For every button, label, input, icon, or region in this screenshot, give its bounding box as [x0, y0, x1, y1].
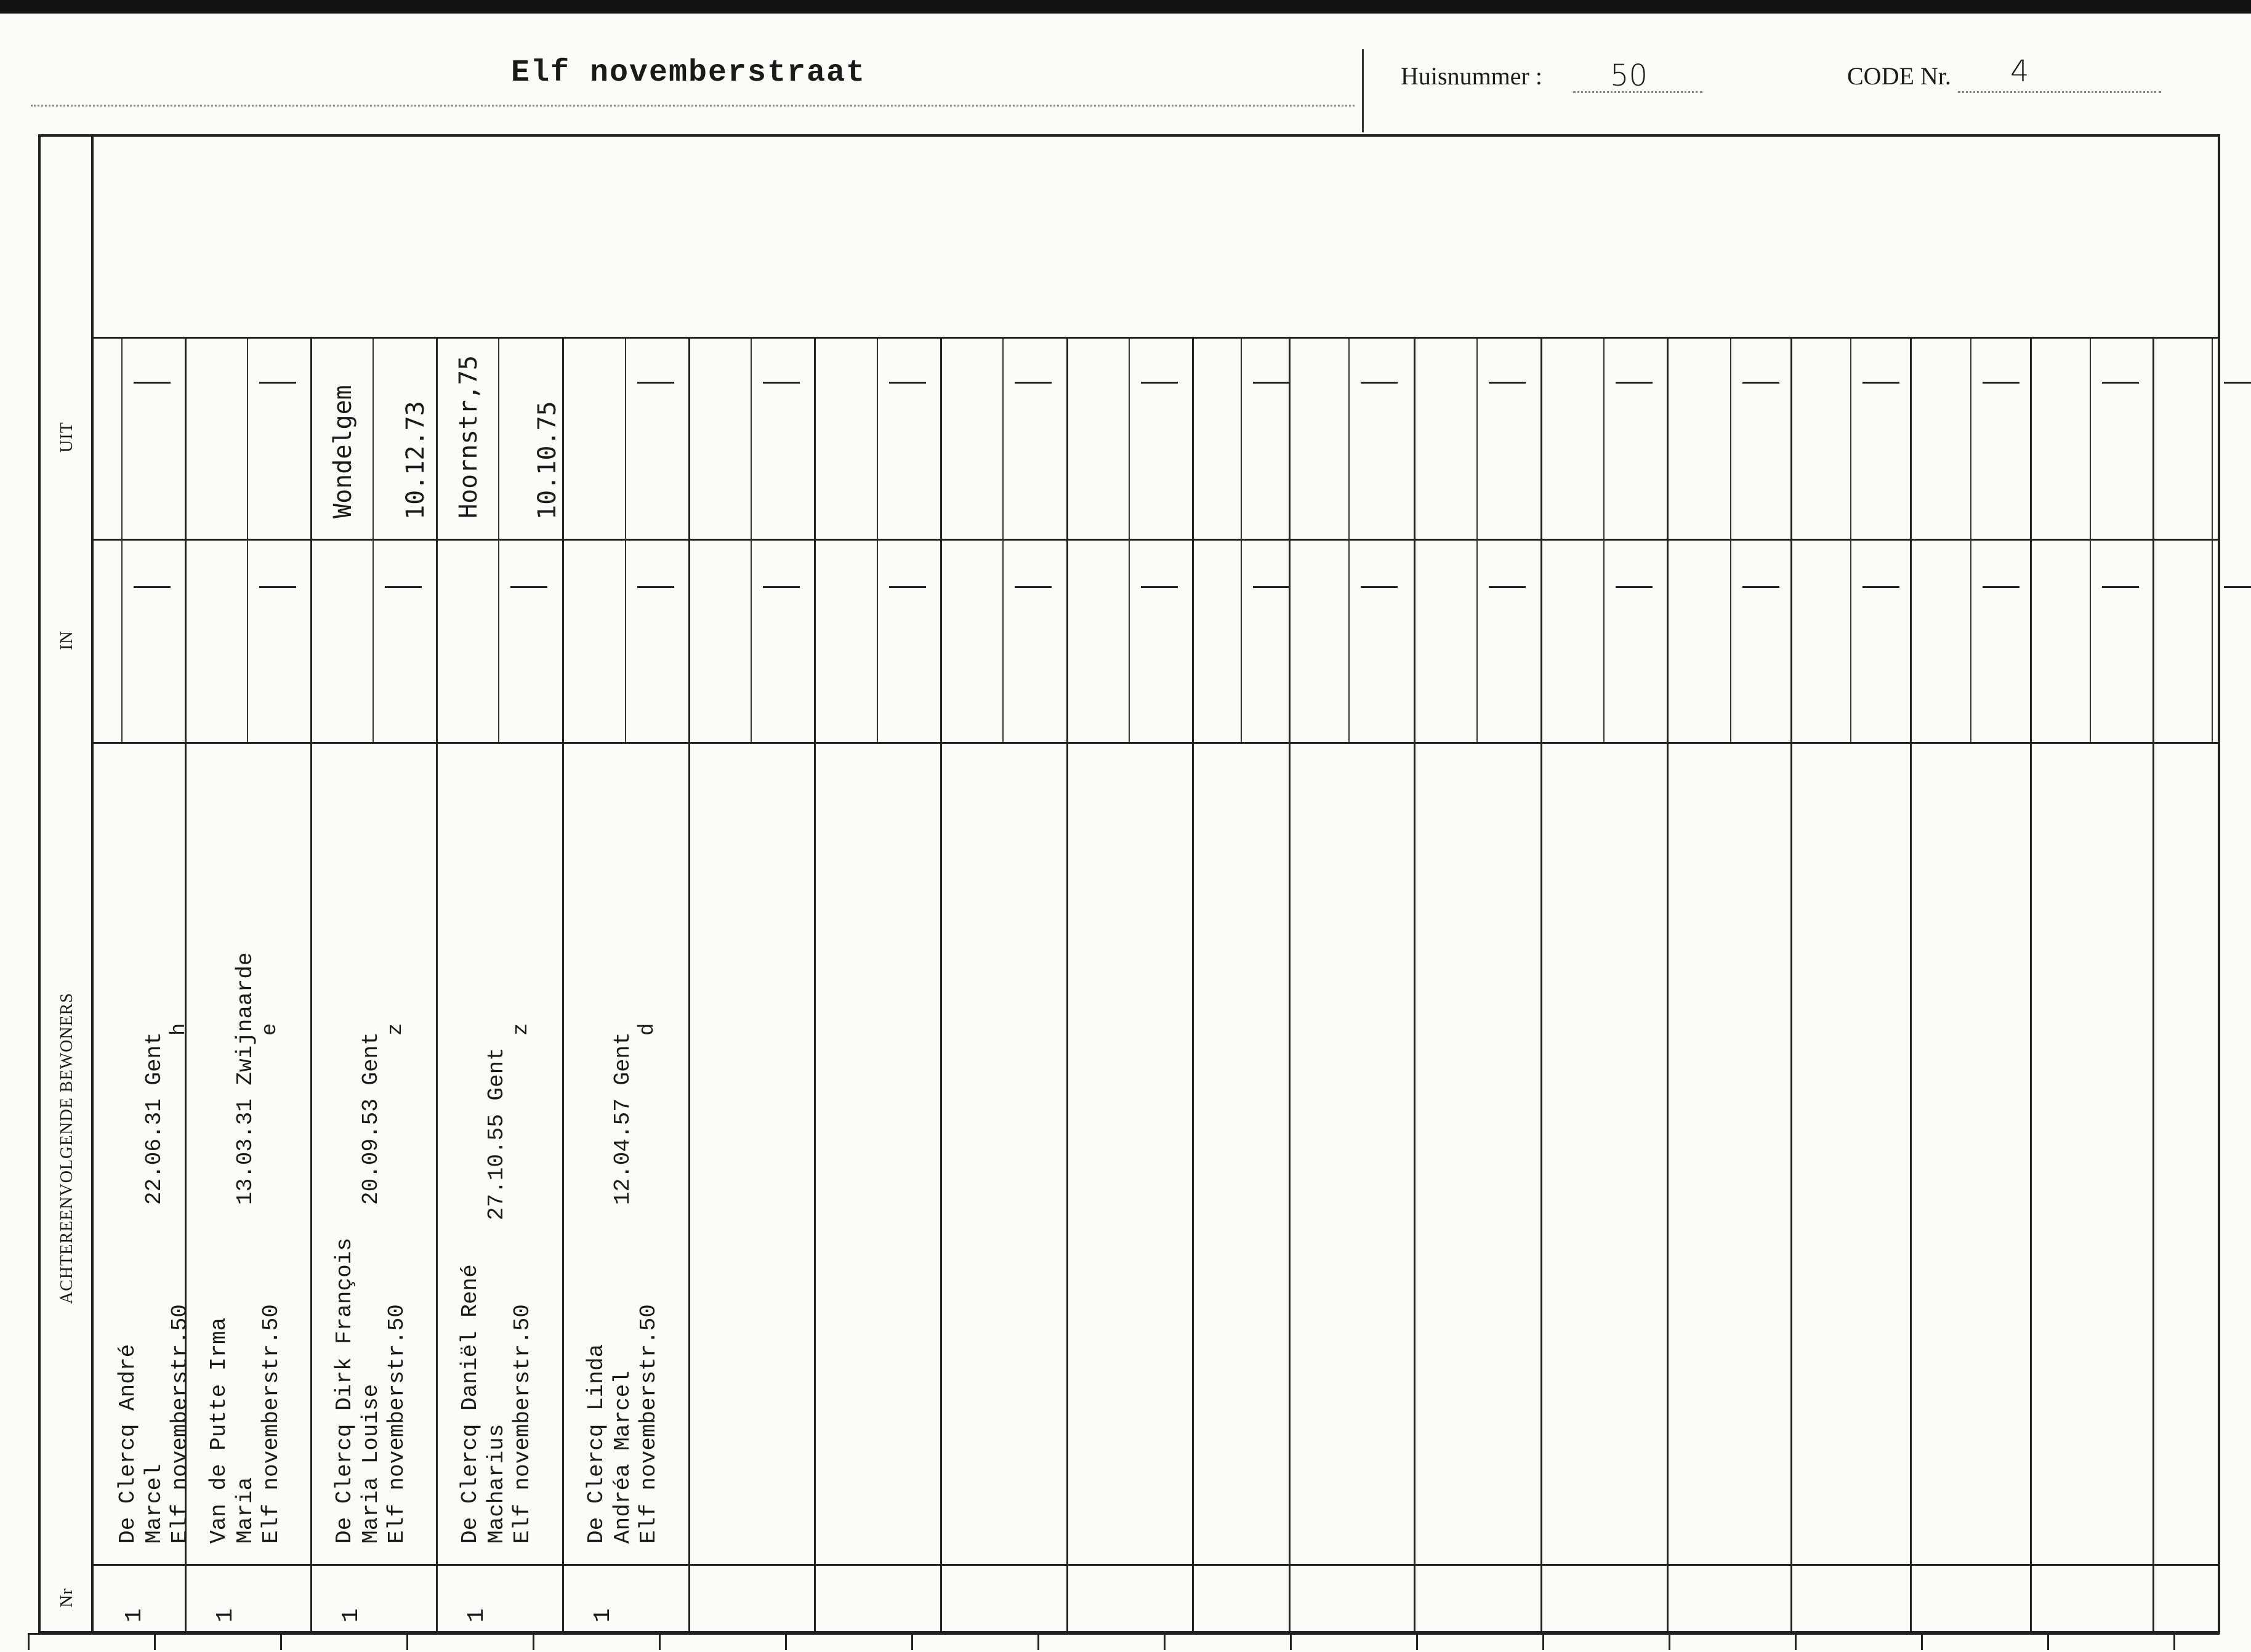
- row-divider-uit: [94, 337, 2220, 339]
- resident-name: De Clercq André: [115, 1344, 140, 1544]
- bottom-tick-marks: [28, 1634, 2220, 1652]
- uit-empty-dash: [259, 382, 296, 384]
- sub-column-divider: [372, 339, 374, 742]
- bottom-tick: [1037, 1634, 1039, 1650]
- column-divider: [1667, 337, 1669, 1631]
- in-row-label: IN: [57, 631, 76, 650]
- house-number-value: 50: [1610, 58, 1648, 93]
- in-empty-dash: [763, 586, 800, 588]
- in-empty-dash: [2102, 586, 2139, 588]
- bottom-tick: [28, 1634, 30, 1650]
- in-empty-dash: [1616, 586, 1653, 588]
- in-empty-dash: [385, 586, 422, 588]
- sub-column-divider: [1970, 339, 1971, 742]
- sub-column-divider: [1241, 339, 1242, 742]
- in-empty-dash: [510, 586, 547, 588]
- resident-address: Elf novemberstr.50: [259, 1304, 284, 1544]
- column-divider: [1910, 337, 1912, 1631]
- column-divider: [688, 337, 690, 1631]
- column-divider: [1066, 337, 1068, 1631]
- sub-column-divider: [498, 339, 499, 742]
- resident-address: Elf novemberstr.50: [636, 1304, 661, 1544]
- resident-nr: 1: [464, 1608, 490, 1622]
- column-divider: [1289, 337, 1291, 1631]
- resident-name: Van de Putte Irma: [206, 1317, 232, 1544]
- bottom-tick: [406, 1634, 408, 1650]
- uit-empty-dash: [1742, 382, 1779, 384]
- uit-empty-dash: [1862, 382, 1899, 384]
- resident-first-names: Marcel: [142, 1464, 167, 1544]
- uit-empty-dash: [1983, 382, 2019, 384]
- sub-column-divider: [247, 339, 248, 742]
- bottom-tick: [1542, 1634, 1544, 1650]
- resident-status-code: z: [510, 1023, 533, 1036]
- column-divider: [1414, 337, 1415, 1631]
- row-divider-nr: [94, 1564, 2220, 1566]
- house-number-dotted-line: [1573, 91, 1702, 93]
- resident-address: Elf novemberstr.50: [167, 1304, 193, 1544]
- bottom-tick: [1795, 1634, 1797, 1650]
- resident-name: De Clercq Daniël René: [457, 1264, 483, 1544]
- bottom-tick: [1921, 1634, 1923, 1650]
- uit-empty-dash: [2102, 382, 2139, 384]
- bottom-tick: [280, 1634, 282, 1650]
- resident-address: Elf novemberstr.50: [384, 1304, 409, 1544]
- column-divider: [940, 337, 942, 1631]
- uit-empty-dash: [134, 382, 171, 384]
- scan-top-edge: [0, 0, 2251, 14]
- code-number-dotted-line: [1958, 91, 2161, 93]
- in-empty-dash: [259, 586, 296, 588]
- sub-column-divider: [1850, 339, 1851, 742]
- sub-column-divider: [1002, 339, 1004, 742]
- in-empty-dash: [134, 586, 171, 588]
- bottom-tick: [785, 1634, 787, 1650]
- uit-destination: Hoornstr,75: [454, 355, 483, 518]
- code-number-label: CODE Nr.: [1847, 62, 1951, 90]
- resident-first-names: Andréa Marcel: [610, 1371, 635, 1544]
- resident-status-code: e: [259, 1023, 282, 1036]
- in-empty-dash: [1862, 586, 1899, 588]
- column-divider: [2152, 337, 2154, 1631]
- bottom-tick: [911, 1634, 913, 1650]
- sub-column-divider: [751, 339, 752, 742]
- uit-empty-dash: [1616, 382, 1653, 384]
- resident-address: Elf novemberstr.50: [510, 1304, 535, 1544]
- resident-first-names: Macharius: [484, 1424, 509, 1544]
- bottom-tick: [1164, 1634, 1166, 1650]
- resident-nr: 1: [212, 1608, 239, 1622]
- bottom-tick: [1290, 1634, 1292, 1650]
- uit-row-label: UIT: [57, 421, 76, 453]
- bottom-tick: [2173, 1634, 2175, 1650]
- residents-register-form: [38, 134, 2220, 1634]
- in-empty-dash: [1489, 586, 1526, 588]
- column-divider: [814, 337, 816, 1631]
- column-divider: [2030, 337, 2032, 1631]
- uit-empty-dash: [889, 382, 926, 384]
- nr-row-label: Nr: [57, 1588, 76, 1608]
- sub-column-divider: [625, 339, 626, 742]
- resident-birth: 20.09.53 Gent: [358, 1032, 384, 1205]
- resident-status-code: d: [636, 1023, 659, 1036]
- resident-first-names: Maria Louise: [358, 1384, 384, 1544]
- uit-empty-dash: [763, 382, 800, 384]
- uit-date: 10.12.73: [401, 401, 430, 520]
- bottom-tick: [659, 1634, 661, 1650]
- sub-column-divider: [1476, 339, 1478, 742]
- bottom-tick: [1669, 1634, 1670, 1650]
- uit-destination: Wondelgem: [329, 385, 357, 518]
- resident-birth: 22.06.31 Gent: [142, 1032, 167, 1205]
- uit-date: 10.10.75: [533, 401, 562, 520]
- uit-empty-dash: [1141, 382, 1178, 384]
- column-divider: [310, 337, 312, 1631]
- code-number-value: 4: [2010, 54, 2029, 89]
- street-field: [31, 55, 1355, 107]
- sub-column-divider: [1348, 339, 1350, 742]
- uit-empty-dash: [1489, 382, 1526, 384]
- resident-status-code: z: [384, 1023, 408, 1036]
- row-divider-in: [94, 539, 2220, 541]
- column-divider: [1790, 337, 1792, 1631]
- house-number-label: Huisnummer :: [1401, 62, 1542, 90]
- resident-birth: 27.10.55 Gent: [484, 1047, 509, 1220]
- header-divider: [1362, 49, 1364, 132]
- uit-empty-dash: [1361, 382, 1398, 384]
- in-empty-dash: [1361, 586, 1398, 588]
- resident-nr: 1: [338, 1608, 364, 1622]
- sub-column-divider: [1603, 339, 1605, 742]
- in-empty-dash: [2224, 586, 2251, 588]
- row-divider-residents: [94, 742, 2220, 744]
- form-header: [0, 37, 2251, 129]
- column-divider: [436, 337, 438, 1631]
- bottom-tick: [2047, 1634, 2049, 1650]
- in-empty-dash: [637, 586, 674, 588]
- sub-column-divider: [1730, 339, 1731, 742]
- sub-column-divider: [2090, 339, 2091, 742]
- resident-nr: 1: [121, 1608, 148, 1622]
- in-empty-dash: [1141, 586, 1178, 588]
- uit-empty-dash: [2224, 382, 2251, 384]
- sub-column-divider: [877, 339, 878, 742]
- column-divider: [562, 337, 564, 1631]
- resident-name: De Clercq Linda: [584, 1344, 609, 1544]
- in-empty-dash: [1015, 586, 1052, 588]
- bottom-tick: [1416, 1634, 1418, 1650]
- in-empty-dash: [1742, 586, 1779, 588]
- street-name: Elf novemberstraat: [511, 55, 866, 91]
- resident-birth: 13.03.31 Zwijnaarde: [233, 952, 258, 1205]
- uit-empty-dash: [1253, 382, 1290, 384]
- uit-empty-dash: [637, 382, 674, 384]
- in-empty-dash: [1253, 586, 1290, 588]
- resident-status-code: h: [167, 1023, 191, 1036]
- resident-first-names: Maria: [233, 1477, 258, 1544]
- sub-column-divider: [121, 339, 123, 742]
- in-empty-dash: [889, 586, 926, 588]
- bottom-tick: [533, 1634, 534, 1650]
- resident-birth: 12.04.57 Gent: [610, 1032, 635, 1205]
- bottom-tick: [154, 1634, 156, 1650]
- column-divider: [1192, 337, 1194, 1631]
- resident-nr: 1: [590, 1608, 616, 1622]
- column-divider: [1540, 337, 1542, 1631]
- sub-column-divider: [1129, 339, 1130, 742]
- residents-row-label: ACHTEREENVOLGENDE BEWONERS: [57, 993, 76, 1304]
- sub-column-divider: [2212, 339, 2213, 742]
- in-empty-dash: [1983, 586, 2019, 588]
- uit-empty-dash: [1015, 382, 1052, 384]
- resident-name: De Clercq Dirk François: [332, 1238, 357, 1544]
